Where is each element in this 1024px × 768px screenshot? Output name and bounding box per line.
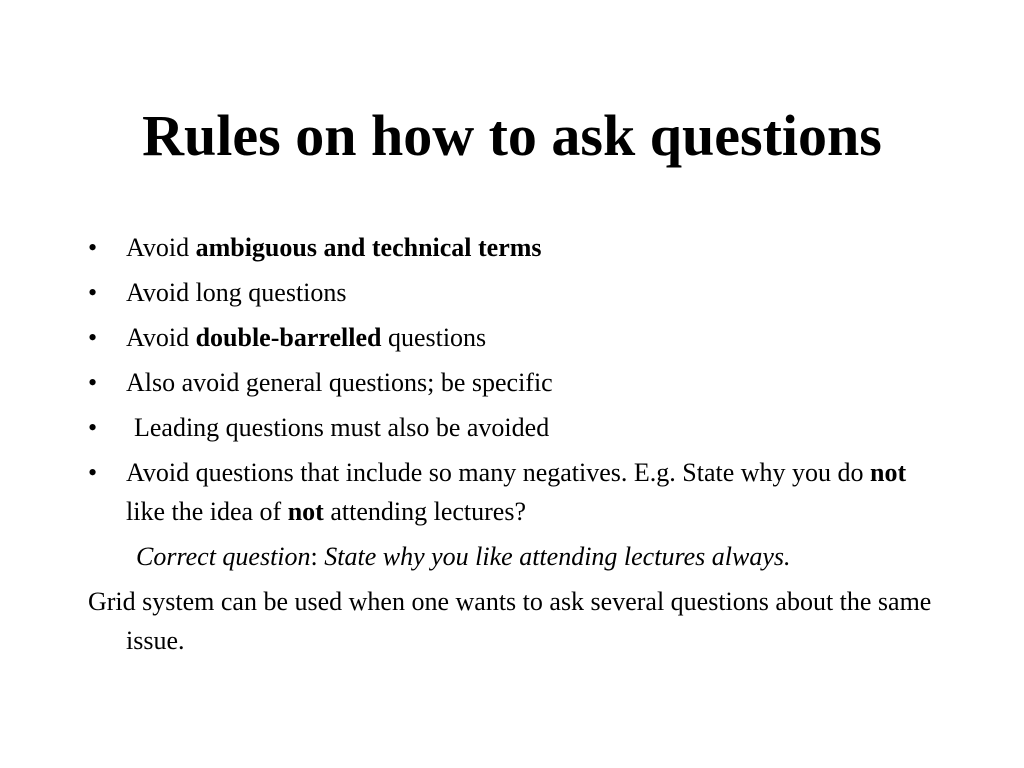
bullet-text-bold: not (287, 497, 324, 526)
bullet-item (88, 318, 948, 357)
bullet-text (126, 323, 486, 352)
bullet-text-segment: like the idea of (126, 497, 288, 526)
bullet-item (88, 408, 948, 447)
slide-title: Rules on how to ask questions (142, 103, 882, 168)
bullet-icon: • (88, 278, 98, 307)
bullet-icon: • (88, 323, 98, 352)
bullet-icon: • (88, 413, 98, 442)
correct-question-text: State why you like attending lectures always. (324, 542, 791, 571)
bullet-text-segment: attending lectures? (323, 497, 526, 526)
bullet-text-segment: Avoid (126, 233, 196, 262)
bullet-text-segment: questions (381, 323, 487, 352)
bullet-item (88, 363, 948, 402)
bullet-text (126, 233, 542, 262)
bullet-item (88, 228, 948, 267)
bullet-text: Also avoid general questions; be specific (126, 368, 553, 397)
bullet-text-bold: ambiguous and technical terms (195, 233, 542, 262)
bullet-text-segment: Avoid (126, 323, 196, 352)
bullet-icon: • (88, 458, 98, 487)
correct-question-colon: : (310, 542, 325, 571)
slide-body (88, 228, 948, 660)
correct-question-example (88, 537, 948, 576)
correct-question-label: Correct question (136, 542, 311, 571)
bullet-icon: • (88, 368, 98, 397)
bullet-item (88, 273, 948, 312)
closing-paragraph: Grid system can be used when one wants to ask several questions about the same issue. (88, 587, 932, 655)
bullet-text-segment: Avoid questions that include so many negatives. E.g. State why you do (126, 458, 871, 487)
bullet-icon: • (88, 233, 98, 262)
bullet-text: Avoid long questions (126, 278, 347, 307)
bullet-text-bold: double-barrelled (195, 323, 382, 352)
bullet-item (88, 453, 948, 531)
bullet-text: Leading questions must also be avoided (134, 413, 550, 442)
bullet-text (126, 458, 906, 526)
bullet-text-bold: not (870, 458, 907, 487)
